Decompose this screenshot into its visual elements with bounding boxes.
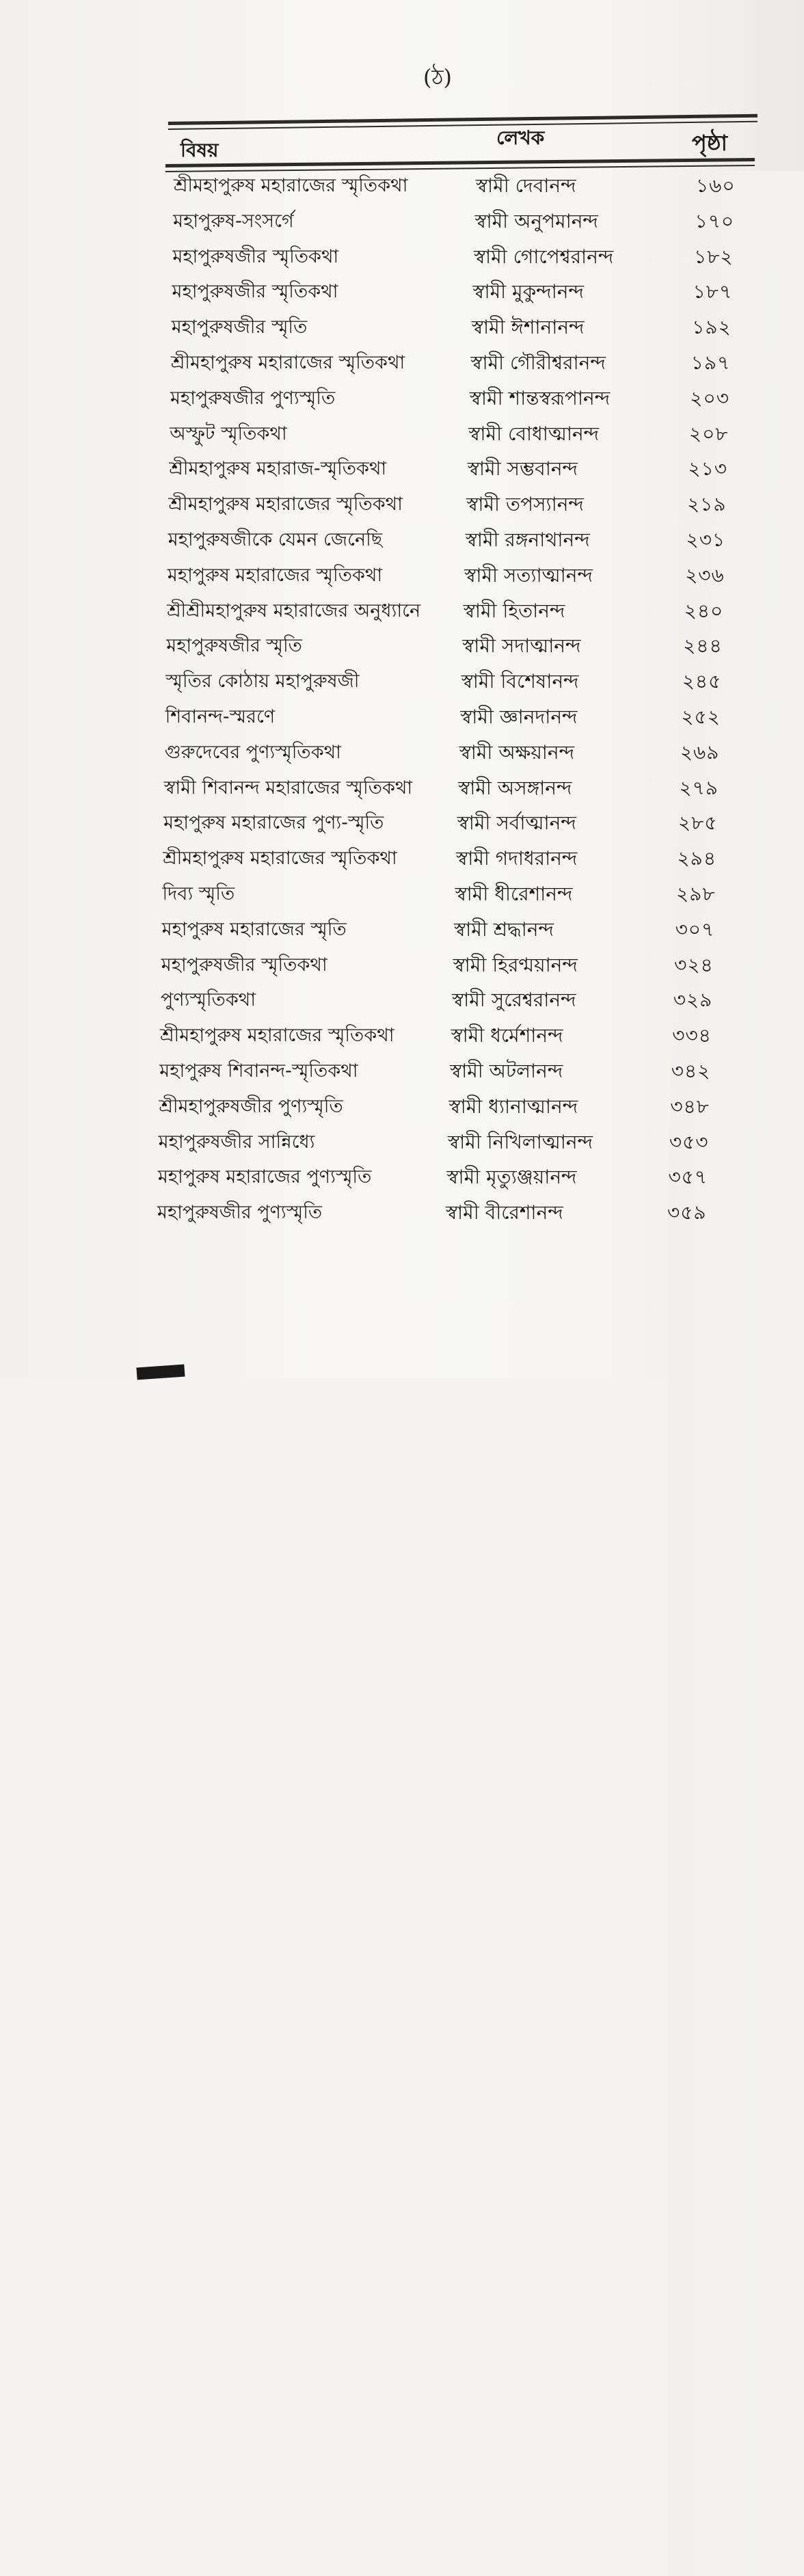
page-number: (ঠ) — [423, 64, 453, 90]
entry-subject: মহাপুরুষ মহারাজের স্মৃতিকথা — [167, 564, 383, 586]
table-row — [0, 1162, 804, 1192]
entry-page-number: ২৪৪ — [683, 631, 804, 2009]
entry-page-number: ৩৪৮ — [670, 1092, 804, 2470]
entry-author: স্বামী বিশেষানন্দ — [461, 670, 579, 693]
entry-page-number: ৩০৭ — [675, 915, 804, 2293]
table-row — [0, 702, 804, 732]
table-row — [0, 1092, 804, 1122]
entry-author: স্বামী হিতানন্দ — [463, 599, 565, 622]
entry-page-number: ১৯৭ — [691, 348, 804, 1726]
table-row — [0, 454, 804, 484]
table-row — [0, 1021, 804, 1051]
entry-author: স্বামী সত্যাত্মানন্দ — [464, 563, 593, 587]
column-header-page: পৃষ্ঠা — [692, 130, 727, 156]
entry-subject: শ্রীমহাপুরুষ মহারাজের স্মৃতিকথা — [170, 352, 405, 373]
table-row — [0, 312, 804, 343]
entry-page-number: ২৯৮ — [676, 879, 804, 2257]
entry-subject: মহাপুরুষজীর পুণ্যস্মৃতি — [157, 1202, 323, 1224]
table-row — [0, 915, 804, 945]
table-row — [0, 242, 804, 272]
entry-subject: মহাপুরুষ শিবানন্দ-স্মৃতিকথা — [159, 1060, 358, 1082]
entry-subject: মহাপুরুষ মহারাজের স্মৃতি — [161, 918, 347, 940]
table-row — [0, 277, 804, 307]
table-row — [0, 844, 804, 874]
entry-subject: শ্রীমহাপুরুষ মহারাজের স্মৃতিকথা — [168, 494, 403, 515]
table-row — [0, 1198, 804, 1228]
entry-page-number: ১৬০ — [696, 171, 804, 1549]
table-row — [0, 489, 804, 520]
entry-author: স্বামী মৃত্যুঞ্জয়ানন্দ — [446, 1166, 577, 1189]
table-row — [0, 419, 804, 449]
table-row — [0, 950, 804, 980]
entry-page-number: ২৫২ — [681, 702, 804, 2080]
entry-subject: শ্রীমহাপুরুষ মহারাজ-স্মৃতিকথা — [169, 458, 387, 480]
table-row — [0, 1056, 804, 1086]
entry-author: স্বামী সুরেশ্বরানন্দ — [452, 989, 576, 1012]
entry-subject: মহাপুরুষজীর স্মৃতি — [166, 635, 302, 657]
entry-author: স্বামী জ্ঞানদানন্দ — [460, 706, 578, 728]
entry-subject: স্মৃতির কোঠায় মহাপুরুষজী — [165, 671, 360, 693]
table-row — [0, 773, 804, 803]
table-row — [0, 596, 804, 626]
entry-page-number: ২৪০ — [684, 596, 804, 1974]
entry-page-number: ২৬৯ — [680, 738, 804, 2116]
entry-author: স্বামী মুকুন্দানন্দ — [472, 280, 584, 304]
entry-author: স্বামী তপস্যানন্দ — [466, 493, 584, 516]
entry-subject: মহাপুরুষজীর স্মৃতি — [171, 317, 308, 338]
entry-subject: মহাপুরুষজীর স্মৃতিকথা — [172, 245, 339, 267]
entry-author: স্বামী শান্তস্বরূপানন্দ — [469, 386, 611, 410]
table-row — [0, 738, 804, 768]
entry-author: স্বামী গোপেশ্বরানন্দ — [473, 245, 614, 268]
entry-author: স্বামী ধ্যানাত্মানন্দ — [448, 1095, 578, 1118]
table-row — [0, 384, 804, 414]
entry-subject: মহাপুরুষজীর সান্নিধ্যে — [158, 1131, 315, 1153]
entry-author: স্বামী গৌরীশ্বরানন্দ — [470, 351, 606, 374]
entry-page-number: ২১৩ — [688, 454, 804, 1832]
entry-subject: মহাপুরুষজীর স্মৃতিকথা — [161, 954, 327, 976]
entry-author: স্বামী দেবানন্দ — [476, 174, 576, 197]
entry-subject: মহাপুরুষ মহারাজের পুণ্য-স্মৃতি — [163, 812, 384, 834]
entry-page-number: ২৩১ — [686, 525, 804, 1903]
table-row — [0, 525, 804, 555]
entry-page-number: ৩৫৩ — [669, 1127, 804, 2506]
entry-subject: গুরুদেবের পুণ্যস্মৃতিকথা — [164, 741, 341, 763]
entry-page-number: ২০৮ — [689, 419, 804, 1797]
entry-subject: শ্রীমহাপুরুষ মহারাজের স্মৃতিকথা — [160, 1025, 394, 1047]
entry-author: স্বামী গদাধরানন্দ — [456, 847, 578, 870]
entry-page-number: ১৯২ — [692, 312, 804, 1691]
entry-page-number: ৩৩৪ — [672, 1021, 804, 2399]
table-row — [0, 631, 804, 661]
entry-subject: শ্রীমহাপুরুষ মহারাজের স্মৃতিকথা — [174, 175, 408, 196]
entry-page-number: ২১৯ — [687, 489, 804, 1868]
table-row — [0, 879, 804, 909]
entry-subject: মহাপুরুষজীর স্মৃতিকথা — [172, 281, 338, 303]
entry-subject: পুণ্যস্মৃতিকথা — [160, 989, 256, 1011]
entry-page-number: ৩২৯ — [673, 985, 804, 2363]
entry-author: স্বামী অসঙ্গানন্দ — [458, 776, 572, 799]
entry-subject: শিবানন্দ-স্মরণে — [165, 706, 276, 727]
table-row — [0, 667, 804, 697]
entry-page-number: ২৩৬ — [685, 561, 804, 1939]
entry-author: স্বামী অক্ষয়ানন্দ — [459, 740, 575, 764]
entry-page-number: ১৮৭ — [693, 277, 804, 1655]
column-header-subject: বিষয় — [180, 139, 219, 161]
entry-subject: মহাপুরুষজীকে যেমন জেনেছি — [168, 529, 383, 550]
entry-page-number: ২৭৯ — [679, 773, 804, 2151]
entry-author: স্বামী হিরণ্ময়ানন্দ — [453, 953, 578, 976]
entry-author: স্বামী ঈশানানন্দ — [471, 316, 585, 339]
entry-author: স্বামী বোধাত্মানন্দ — [468, 422, 600, 445]
entry-subject: দিব্য স্মৃতি — [162, 883, 235, 904]
entry-page-number: ২৪৫ — [682, 667, 804, 2045]
entry-author: স্বামী নিখিলাত্মানন্দ — [448, 1130, 593, 1153]
entry-author: স্বামী ধর্মেশানন্দ — [451, 1024, 563, 1047]
table-row — [0, 206, 804, 237]
entry-author: স্বামী রঙ্গনাথানন্দ — [465, 528, 590, 551]
entry-page-number: ২০৩ — [690, 384, 804, 1762]
entry-page-number: ৩৫৯ — [667, 1198, 804, 2576]
entry-subject: শ্রীশ্রীমহাপুরুষ মহারাজের অনুধ্যানে — [167, 600, 421, 621]
entry-page-number: ১৮২ — [694, 242, 804, 1620]
table-row — [0, 348, 804, 378]
entry-subject: শ্রীমহাপুরুষ মহারাজের স্মৃতিকথা — [163, 848, 397, 870]
entry-subject: শ্রীমহাপুরুষজীর পুণ্যস্মৃতি — [159, 1095, 343, 1117]
entry-subject: স্বামী শিবানন্দ মহারাজের স্মৃতিকথা — [163, 777, 413, 799]
table-row — [0, 808, 804, 838]
table-row — [0, 561, 804, 591]
entry-author: স্বামী ধীরেশানন্দ — [455, 883, 573, 905]
column-header-author: লেখক — [496, 126, 545, 149]
entry-author: স্বামী অনুপমানন্দ — [474, 209, 598, 232]
entry-page-number: ৩৪২ — [671, 1056, 804, 2434]
entry-subject: মহাপুরুষ মহারাজের পুণ্যস্মৃতি — [157, 1166, 372, 1188]
table-row — [0, 985, 804, 1015]
table-row — [0, 1127, 804, 1157]
entry-author: স্বামী সর্বাত্মানন্দ — [457, 811, 576, 835]
entry-page-number: ২৮৫ — [678, 808, 804, 2186]
entry-subject: মহাপুরুষ-সংসর্গে — [173, 210, 294, 232]
entry-author: স্বামী সম্ভবানন্দ — [467, 457, 578, 481]
entry-page-number: ৩২৪ — [674, 950, 804, 2329]
entry-page-number: ৩৫৭ — [668, 1162, 804, 2540]
table-row — [0, 171, 804, 201]
entry-page-number: ১৭০ — [695, 206, 804, 1585]
entry-page-number: ২৯৪ — [677, 844, 804, 2222]
entry-author: স্বামী অটলানন্দ — [450, 1060, 563, 1082]
entry-subject: মহাপুরুষজীর পুণ্যস্মৃতি — [170, 387, 336, 409]
entry-subject: অস্ফুট স্মৃতিকথা — [170, 422, 287, 444]
entry-author: স্বামী শ্রদ্ধানন্দ — [454, 917, 554, 941]
entry-author: স্বামী বীরেশানন্দ — [446, 1201, 563, 1224]
entry-author: স্বামী সদাত্মানন্দ — [462, 634, 581, 658]
